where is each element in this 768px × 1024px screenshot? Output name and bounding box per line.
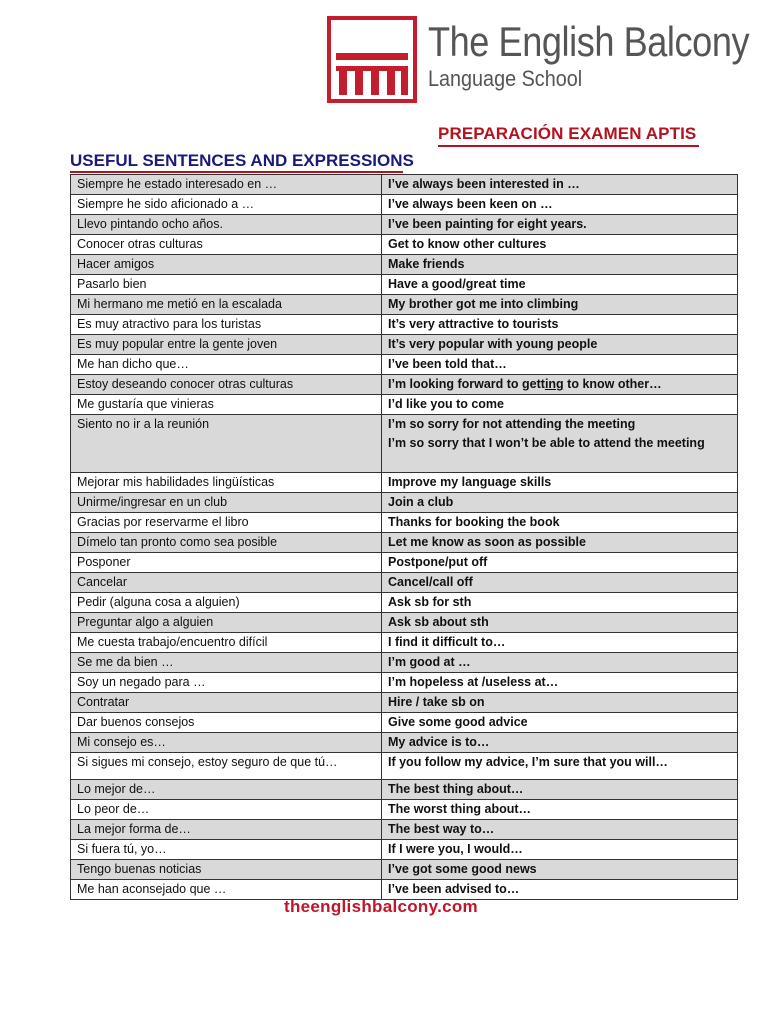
spanish-phrase: Contratar [71, 693, 382, 713]
spanish-phrase: La mejor forma de… [71, 820, 382, 840]
spanish-phrase: Pasarlo bien [71, 275, 382, 295]
spanish-phrase: Gracias por reservarme el libro [71, 513, 382, 533]
footer-website-link[interactable]: theenglishbalcony.com [284, 897, 478, 916]
table-row [71, 295, 738, 315]
table-row [71, 593, 738, 613]
spanish-phrase: Unirme/ingresar en un club [71, 493, 382, 513]
table-row [71, 355, 738, 375]
spanish-phrase: Posponer [71, 553, 382, 573]
spanish-phrase: Pedir (alguna cosa a alguien) [71, 593, 382, 613]
english-phrase: I’ve always been keen on … [382, 195, 738, 215]
logo-subtitle: Language School [428, 66, 583, 91]
spanish-phrase: Dar buenos consejos [71, 713, 382, 733]
english-phrase: My advice is to… [382, 733, 738, 753]
table-row [71, 375, 738, 395]
spanish-phrase: Me cuesta trabajo/encuentro difícil [71, 633, 382, 653]
spanish-phrase: Mejorar mis habilidades lingüísticas [71, 473, 382, 493]
spanish-phrase: Lo peor de… [71, 800, 382, 820]
spanish-phrase: Lo mejor de… [71, 780, 382, 800]
spanish-phrase: Hacer amigos [71, 255, 382, 275]
spanish-phrase: Estoy deseando conocer otras culturas [71, 375, 382, 395]
english-phrase: Make friends [382, 255, 738, 275]
spanish-phrase: Mi consejo es… [71, 733, 382, 753]
spanish-phrase: Tengo buenas noticias [71, 860, 382, 880]
table-row [71, 493, 738, 513]
english-phrase [382, 375, 738, 395]
english-phrase: I find it difficult to… [382, 633, 738, 653]
spanish-phrase: Siento no ir a la reunión [71, 415, 382, 473]
table-row [71, 860, 738, 880]
english-phrase: Join a club [382, 493, 738, 513]
table-row [71, 335, 738, 355]
table-row [71, 473, 738, 493]
spanish-phrase: Se me da bien … [71, 653, 382, 673]
english-phrase: Ask sb for sth [382, 593, 738, 613]
english-phrase: If you follow my advice, I’m sure that you will… [382, 753, 738, 780]
table-row [71, 573, 738, 593]
spanish-phrase: Me han dicho que… [71, 355, 382, 375]
table-row [71, 753, 738, 780]
balcony-logo-icon [327, 16, 417, 103]
english-phrase: Hire / take sb on [382, 693, 738, 713]
english-phrase-line: I’m so sorry for not attending the meeting [388, 417, 636, 431]
english-phrase: Give some good advice [382, 713, 738, 733]
logo-text [428, 18, 768, 92]
english-phrase: I’ve been painting for eight years. [382, 215, 738, 235]
english-phrase: Get to know other cultures [382, 235, 738, 255]
table-row [71, 255, 738, 275]
spanish-phrase: Conocer otras culturas [71, 235, 382, 255]
english-phrase: I’ve been advised to… [382, 880, 738, 900]
english-phrase: I’m hopeless at /useless at… [382, 673, 738, 693]
english-phrase-part: I’m looking forward to gett [388, 377, 545, 391]
section-title: USEFUL SENTENCES AND EXPRESSIONS [70, 151, 414, 170]
english-phrase: My brother got me into climbing [382, 295, 738, 315]
table-row [71, 780, 738, 800]
table-row [71, 235, 738, 255]
english-phrase-line: I’m so sorry that I won’t be able to attend the meeting [388, 436, 705, 450]
exam-title-underline [438, 145, 699, 147]
table-row [71, 673, 738, 693]
english-phrase: Ask sb about sth [382, 613, 738, 633]
spanish-phrase: Siempre he sido aficionado a … [71, 195, 382, 215]
table-row [71, 533, 738, 553]
spanish-phrase: Si sigues mi consejo, estoy seguro de que tú… [71, 753, 382, 780]
table-row [71, 553, 738, 573]
english-phrase: Postpone/put off [382, 553, 738, 573]
spanish-phrase: Llevo pintando ocho años. [71, 215, 382, 235]
spanish-phrase: Me han aconsejado que … [71, 880, 382, 900]
table-row [71, 693, 738, 713]
english-phrase: The worst thing about… [382, 800, 738, 820]
english-phrase: Improve my language skills [382, 473, 738, 493]
english-phrase: I’ve got some good news [382, 860, 738, 880]
english-phrase: I’d like you to come [382, 395, 738, 415]
spanish-phrase: Soy un negado para … [71, 673, 382, 693]
english-phrase: The best thing about… [382, 780, 738, 800]
section-title-underline [70, 171, 403, 173]
english-phrase: It’s very attractive to tourists [382, 315, 738, 335]
table-row [71, 415, 738, 473]
spanish-phrase: Cancelar [71, 573, 382, 593]
table-row [71, 513, 738, 533]
english-phrase: I’ve always been interested in … [382, 175, 738, 195]
spanish-phrase: Mi hermano me metió en la escalada [71, 295, 382, 315]
spanish-phrase: Es muy popular entre la gente joven [71, 335, 382, 355]
english-phrase: Cancel/call off [382, 573, 738, 593]
english-phrase: The best way to… [382, 820, 738, 840]
spanish-phrase: Es muy atractivo para los turistas [71, 315, 382, 335]
exam-title: PREPARACIÓN EXAMEN APTIS [438, 124, 697, 143]
table-row [71, 633, 738, 653]
spanish-phrase: Siempre he estado interesado en … [71, 175, 382, 195]
logo-title: The English Balcony [428, 18, 750, 65]
table-row [71, 215, 738, 235]
table-row [71, 315, 738, 335]
english-phrase: If I were you, I would… [382, 840, 738, 860]
table-row [71, 800, 738, 820]
table-row [71, 733, 738, 753]
english-phrase: Thanks for booking the book [382, 513, 738, 533]
table-row [71, 395, 738, 415]
phrases-table-body [71, 175, 738, 900]
spanish-phrase: Me gustaría que vinieras [71, 395, 382, 415]
table-row [71, 195, 738, 215]
spanish-phrase: Preguntar algo a alguien [71, 613, 382, 633]
english-phrase-part: to know other… [563, 377, 662, 391]
phrases-table [70, 174, 738, 900]
english-phrase: It’s very popular with young people [382, 335, 738, 355]
english-phrase: Have a good/great time [382, 275, 738, 295]
table-row [71, 613, 738, 633]
table-row [71, 275, 738, 295]
english-phrase: Let me know as soon as possible [382, 533, 738, 553]
table-row [71, 820, 738, 840]
english-phrase [382, 415, 738, 473]
english-phrase: I’m good at … [382, 653, 738, 673]
table-row [71, 713, 738, 733]
table-row [71, 653, 738, 673]
table-row [71, 840, 738, 860]
table-row [71, 175, 738, 195]
english-phrase: I’ve been told that… [382, 355, 738, 375]
spanish-phrase: Si fuera tú, yo… [71, 840, 382, 860]
english-phrase-underlined: ing [544, 377, 564, 391]
spanish-phrase: Dímelo tan pronto como sea posible [71, 533, 382, 553]
